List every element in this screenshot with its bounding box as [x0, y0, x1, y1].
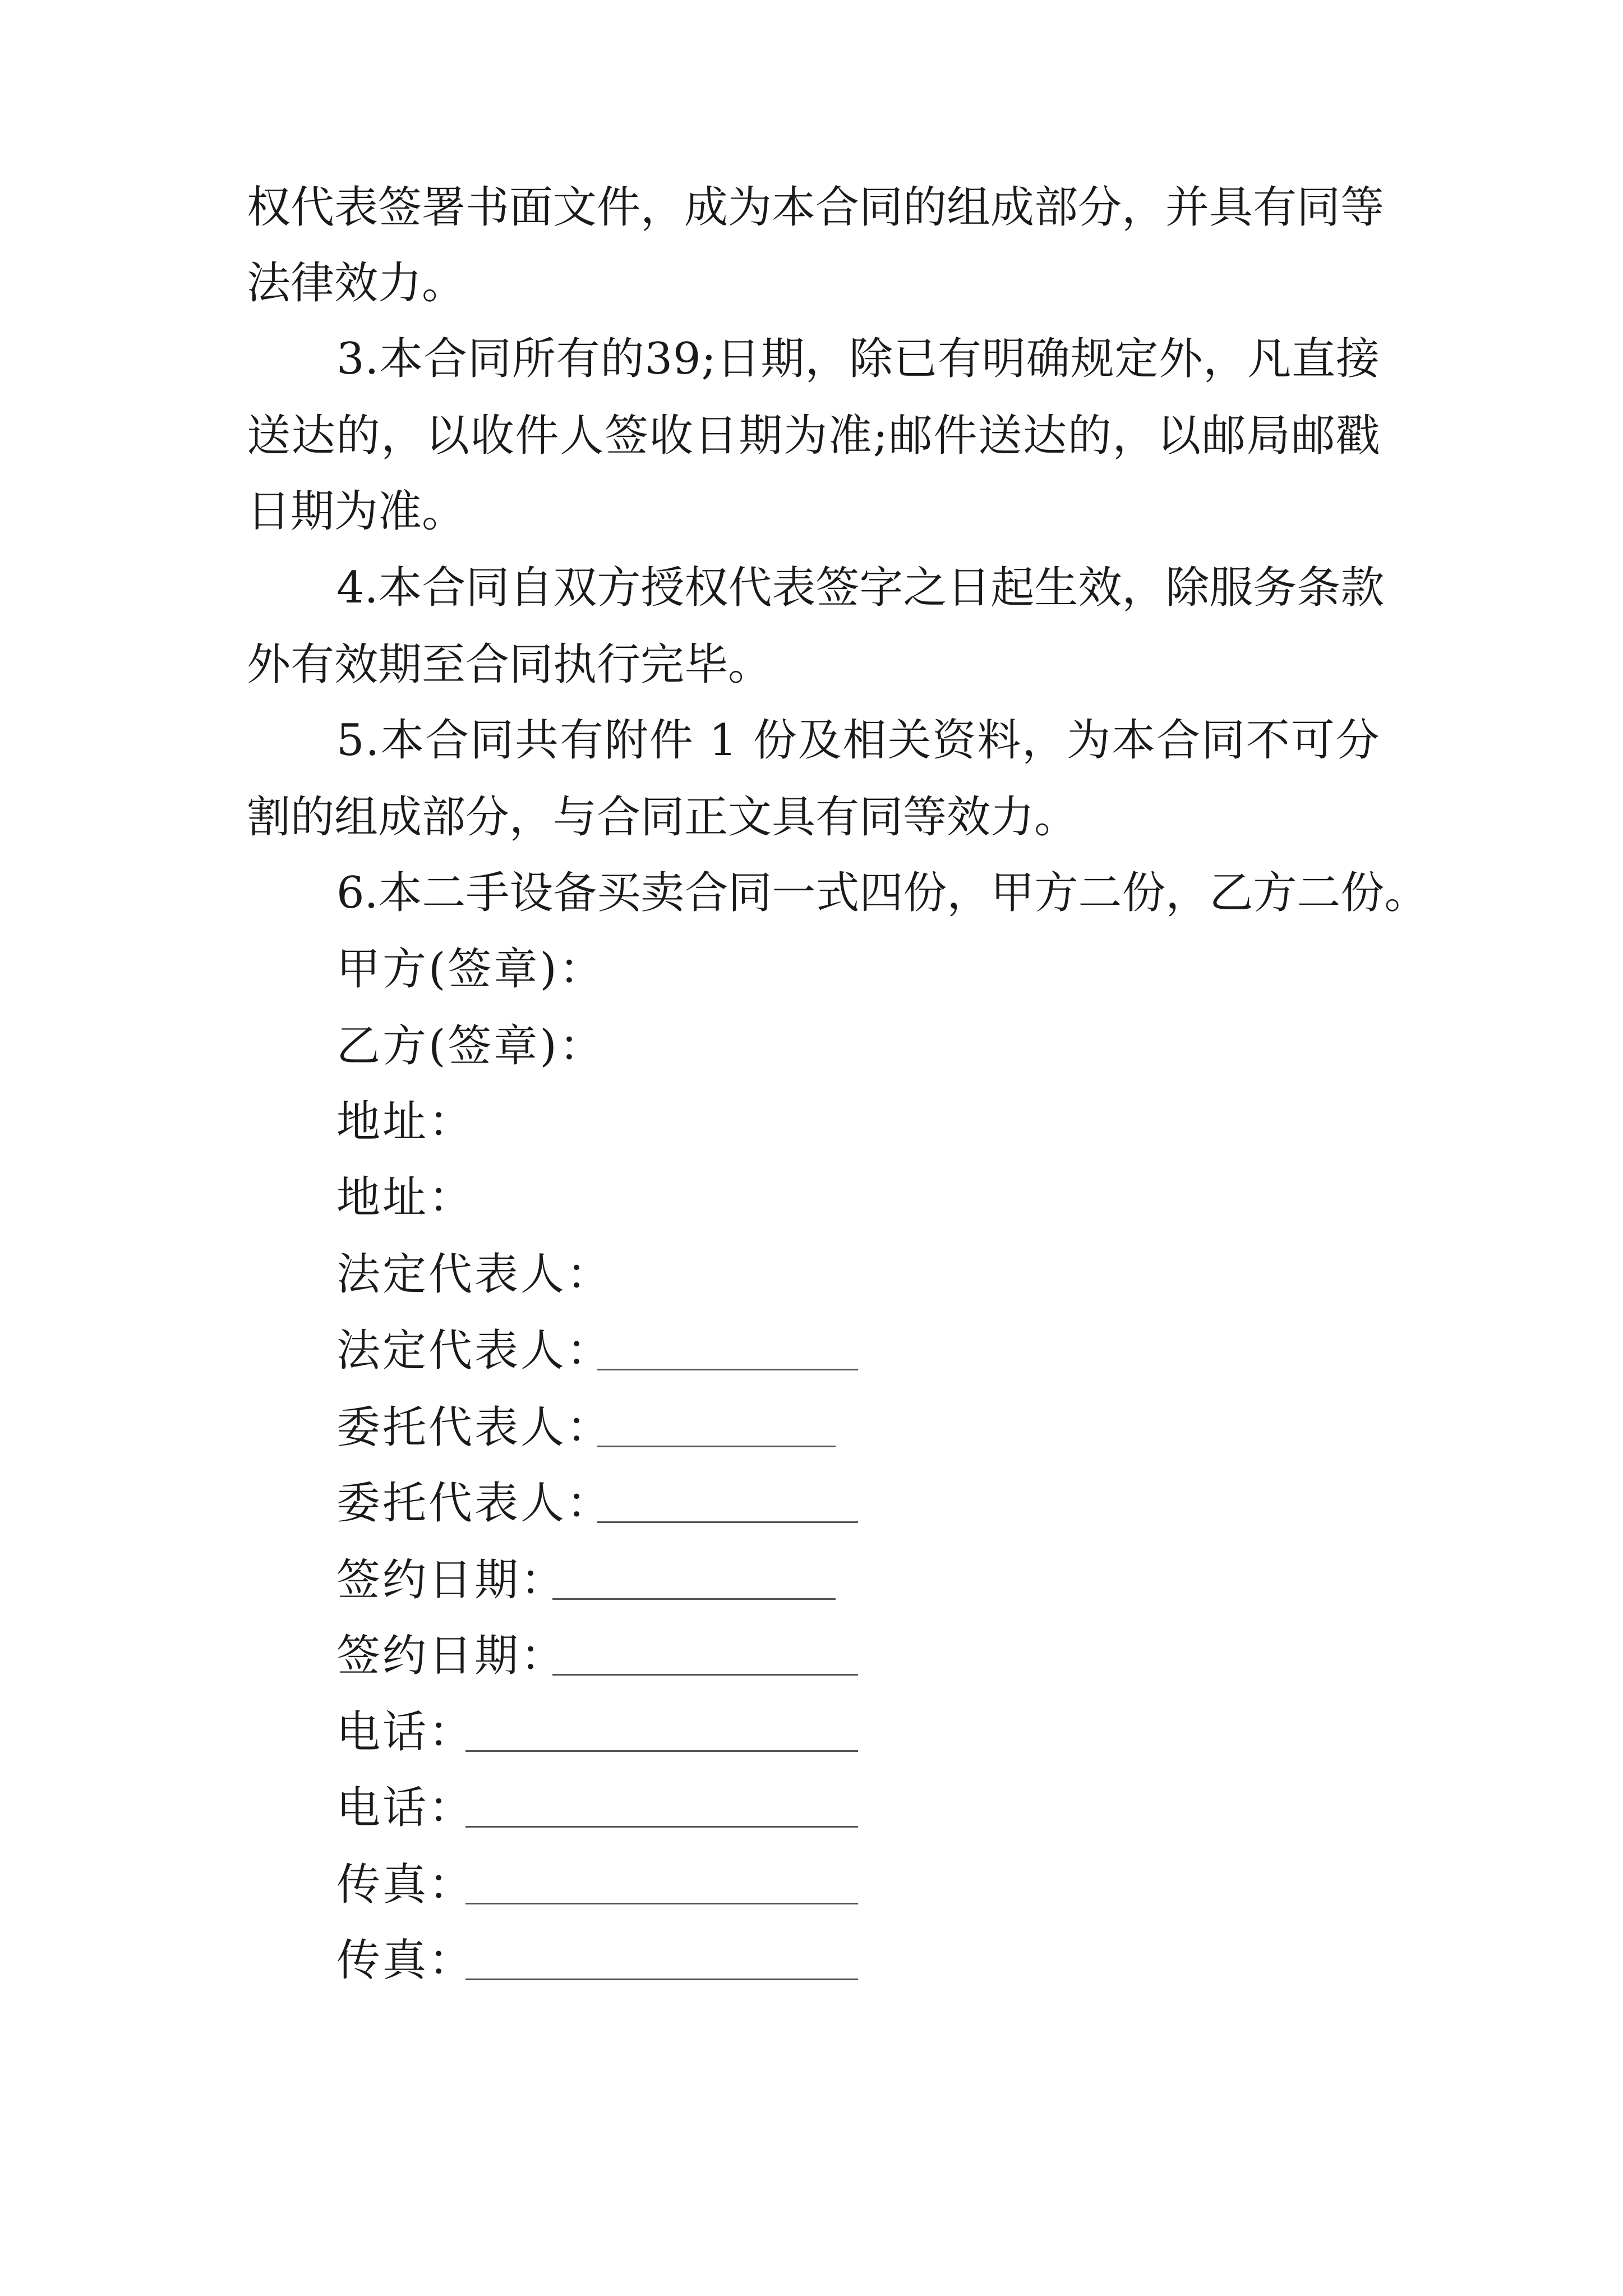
signature-field-label: 乙方(签章)： [336, 1021, 605, 1071]
signature-field-label: 签约日期： [336, 1631, 567, 1681]
signature-blank-line[interactable] [597, 1521, 858, 1523]
signature-blank-line[interactable] [465, 1750, 858, 1752]
signature-field-label: 地址： [336, 1097, 475, 1147]
body-text-line: 日期为准。 [247, 486, 466, 537]
body-text-line: 外有效期至合同执行完毕。 [247, 639, 772, 690]
signature-blank-line[interactable] [597, 1446, 836, 1447]
signature-field-label: 传真： [336, 1860, 475, 1910]
signature-field-label: 签约日期： [336, 1555, 567, 1605]
signature-blank-line[interactable] [465, 1978, 858, 1980]
body-text-line: 6.本二手设备买卖合同一式四份，甲方二份，乙方二份。 [336, 868, 1428, 918]
signature-blank-line[interactable] [465, 1826, 858, 1828]
body-text-line: 权代表签署书面文件，成为本合同的组成部分，并具有同等 [247, 182, 1385, 233]
signature-field-label: 甲方(签章)： [336, 944, 605, 995]
signature-field-label: 电话： [336, 1707, 475, 1757]
body-text-line: 送达的，以收件人签收日期为准;邮件送达的，以邮局邮戳 [247, 411, 1381, 461]
signature-field-label: 传真： [336, 1935, 475, 1986]
body-text-line: 3.本合同所有的39;日期，除已有明确规定外，凡直接 [336, 334, 1380, 384]
body-text-line: 法律效力。 [247, 258, 466, 309]
signature-blank-line[interactable] [597, 1369, 858, 1370]
signature-field-label: 地址： [336, 1172, 475, 1223]
signature-field-label: 法定代表人： [336, 1249, 613, 1300]
signature-field-label: 委托代表人： [336, 1478, 613, 1529]
body-text-line: 割的组成部分，与合同正文具有同等效力。 [247, 792, 1078, 843]
signature-blank-line[interactable] [465, 1903, 858, 1904]
signature-blank-line[interactable] [552, 1674, 858, 1676]
body-text-line: 4.本合同自双方授权代表签字之日起生效，除服务条款 [336, 563, 1385, 613]
signature-field-label: 电话： [336, 1783, 475, 1833]
signature-blank-line[interactable] [552, 1598, 836, 1600]
signature-field-label: 委托代表人： [336, 1402, 613, 1453]
body-text-line: 5.本合同共有附件 1 份及相关资料，为本合同不可分 [336, 715, 1381, 766]
signature-field-label: 法定代表人： [336, 1326, 613, 1376]
